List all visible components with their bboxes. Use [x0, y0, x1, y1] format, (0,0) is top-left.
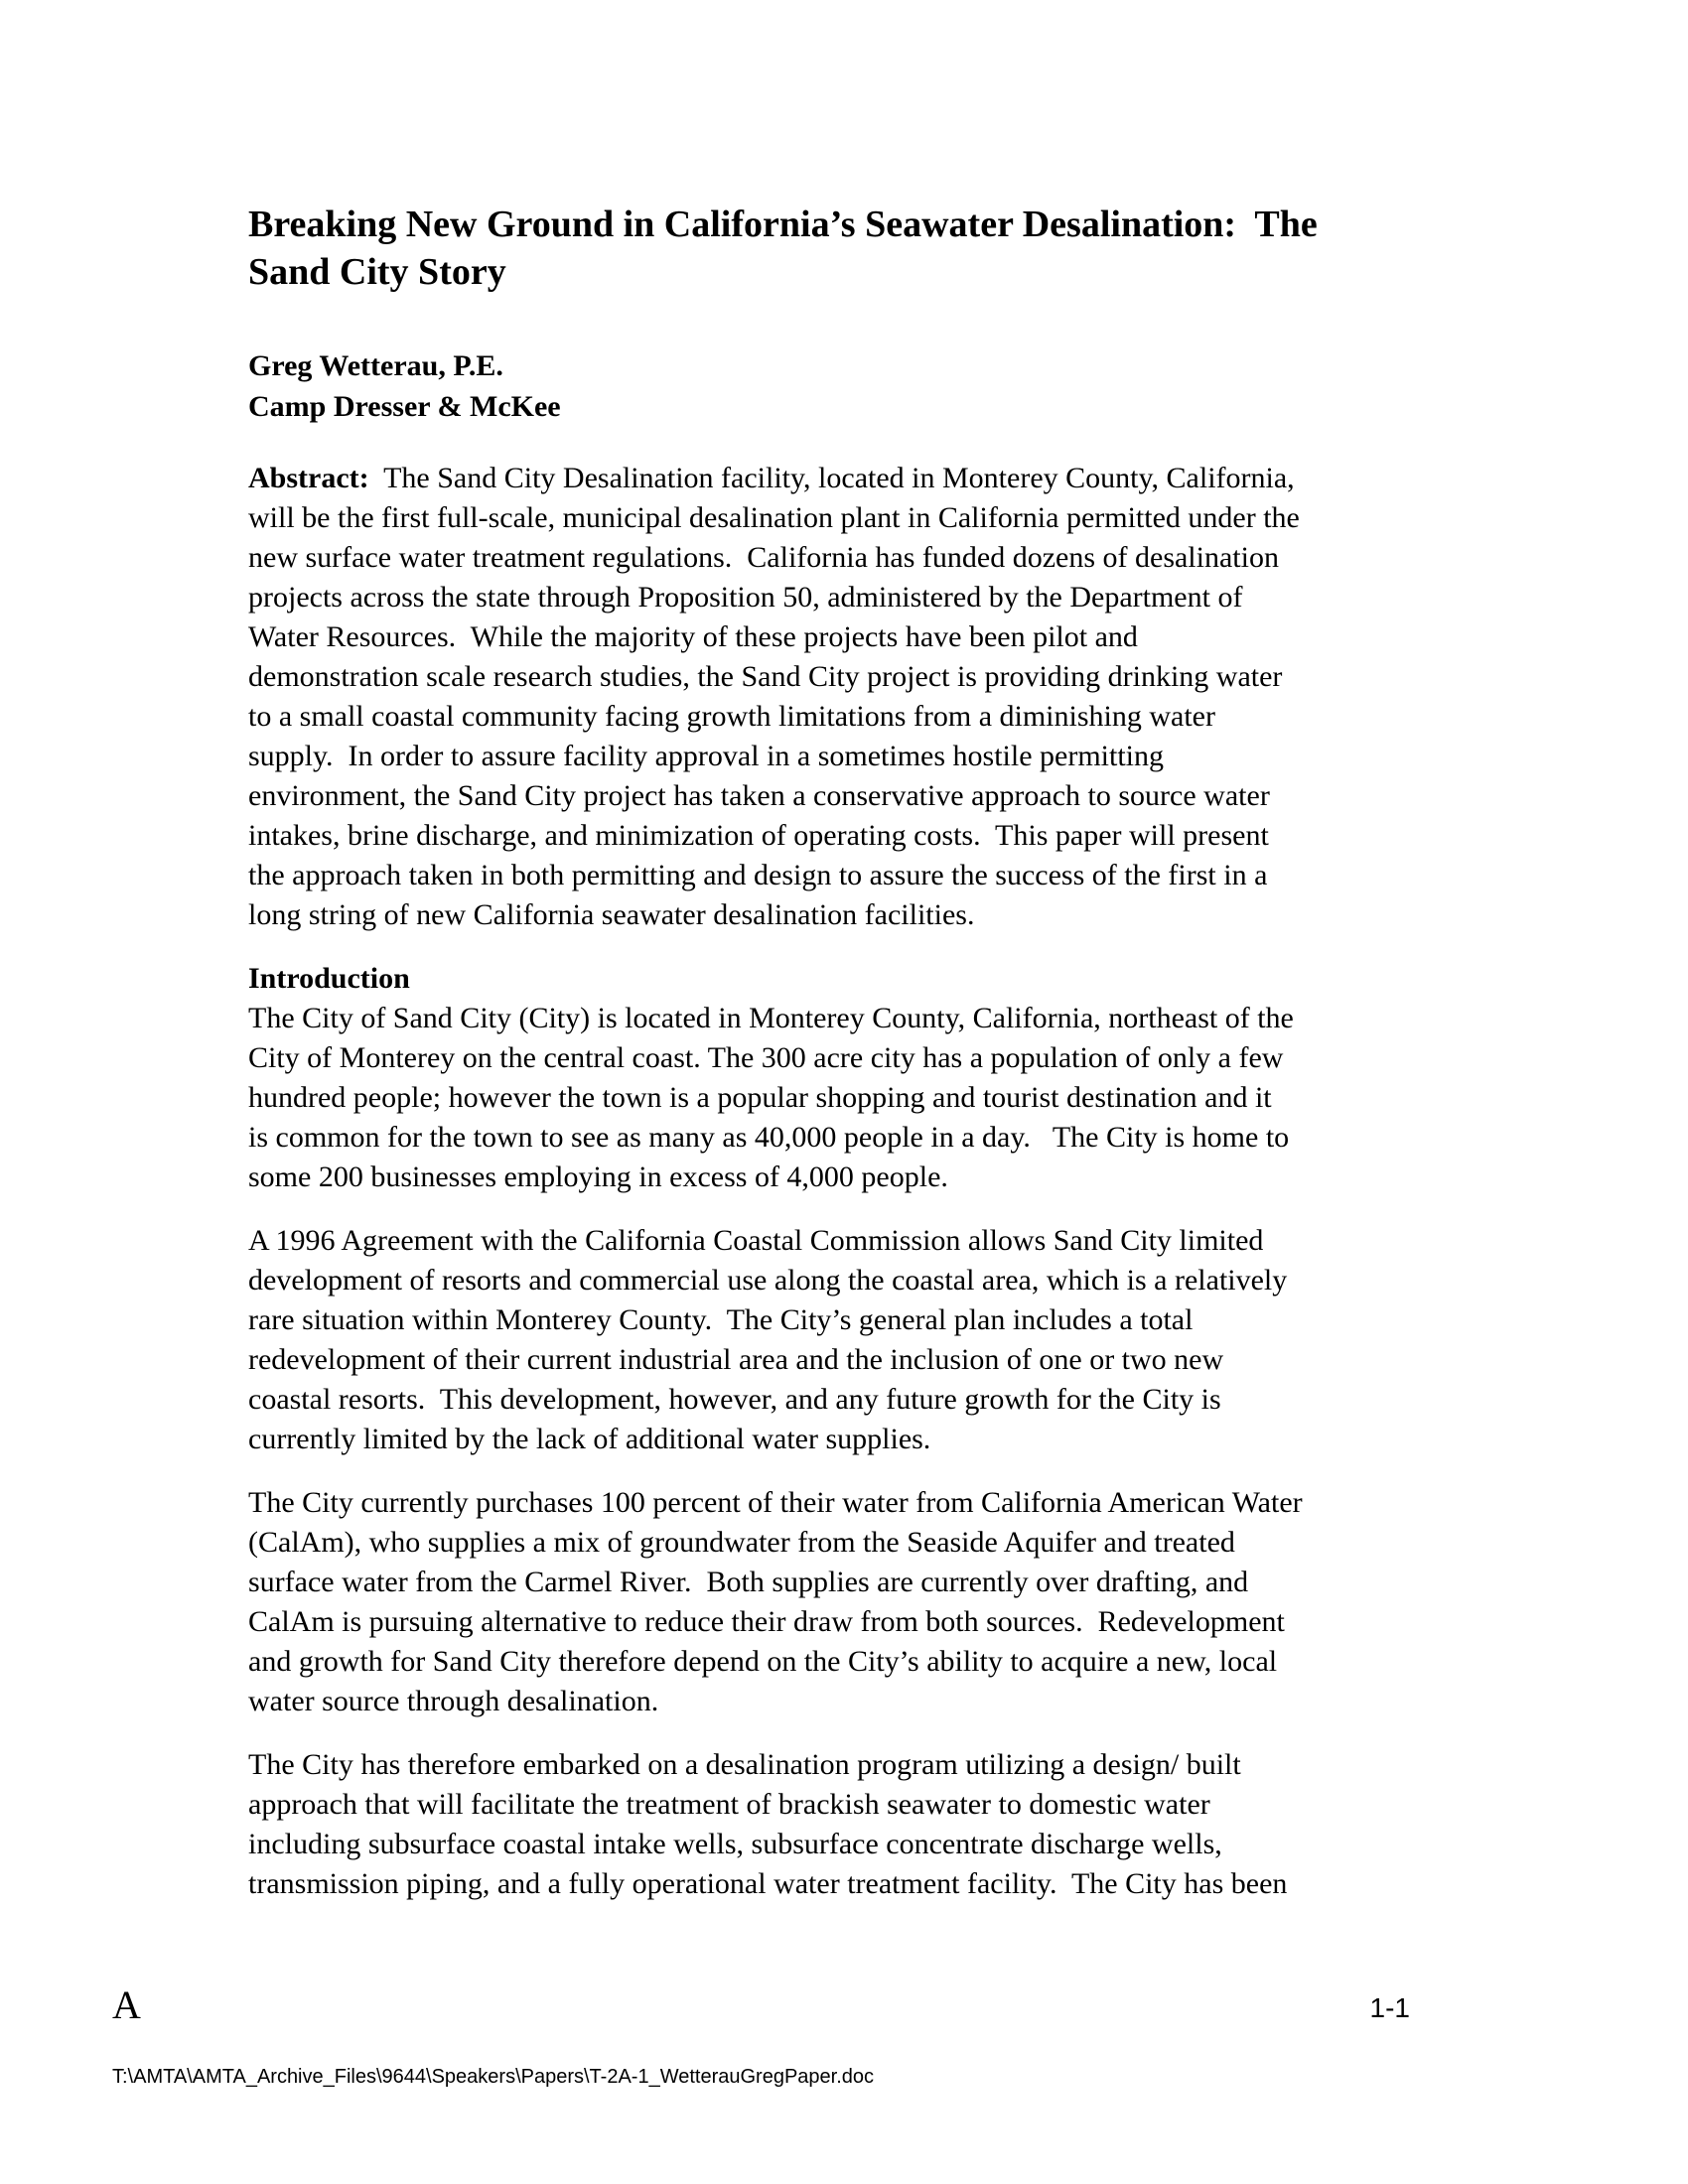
text-line: long string of new California seawater desalination facilities.	[248, 898, 975, 931]
page-title	[248, 201, 1440, 296]
text-line: new surface water treatment regulations. California has funded dozens of desalination	[248, 541, 1279, 574]
text-line: transmission piping, and a fully operational water treatment facility. The City has been	[248, 1867, 1288, 1900]
page-body	[248, 201, 1440, 1928]
abstract-line-1-rest: The Sand City Desalination facility, located in Monterey County, California,	[368, 462, 1295, 494]
text-line: to a small coastal community facing growth limitations from a diminishing water	[248, 700, 1215, 733]
text-line: currently limited by the lack of additional water supplies.	[248, 1423, 931, 1455]
text-line: surface water from the Carmel River. Both supplies are currently over drafting, and	[248, 1566, 1249, 1598]
text-line: some 200 businesses employing in excess of 4,000 people.	[248, 1160, 948, 1193]
text-line: Water Resources. While the majority of these projects have been pilot and	[248, 620, 1138, 653]
text-line: and growth for Sand City therefore depend on the City’s ability to acquire a new, local	[248, 1645, 1278, 1678]
text-line: will be the first full-scale, municipal desalination plant in California permitted under the	[248, 501, 1300, 534]
footer-section-mark: A	[112, 1982, 141, 2027]
text-line: (CalAm), who supplies a mix of groundwater from the Seaside Aquifer and treated	[248, 1526, 1235, 1559]
text-line: development of resorts and commercial use along the coastal area, which is a relatively	[248, 1264, 1288, 1297]
text-line: redevelopment of their current industrial area and the inclusion of one or two new	[248, 1343, 1224, 1376]
introduction-paragraph	[248, 999, 1440, 1197]
section-heading-introduction: Introduction	[248, 962, 410, 995]
author-name: Greg Wetterau, P.E.	[248, 349, 503, 382]
text-line: supply. In order to assure facility approval in a sometimes hostile permitting	[248, 740, 1165, 772]
text-line: is common for the town to see as many as 40,000 people in a day. The City is home to	[248, 1121, 1290, 1154]
page-title-line-1: Breaking New Ground in California’s Seawater Desalination: The	[248, 204, 1318, 245]
text-line: CalAm is pursuing alternative to reduce their draw from both sources. Redevelopment	[248, 1605, 1285, 1638]
text-line: approach that will facilitate the treatment of brackish seawater to domestic water	[248, 1788, 1210, 1821]
text-line: rare situation within Monterey County. The City’s general plan includes a total	[248, 1303, 1194, 1336]
text-line: the approach taken in both permitting and design to assure the success of the first in a	[248, 859, 1268, 891]
calam-paragraph	[248, 1483, 1440, 1721]
text-line: hundred people; however the town is a popular shopping and tourist destination and it	[248, 1081, 1272, 1114]
text-line: coastal resorts. This development, however, and any future growth for the City is	[248, 1383, 1221, 1416]
text-line	[248, 459, 1440, 498]
text-line: The City has therefore embarked on a desalination program utilizing a design/ built	[248, 1748, 1241, 1781]
text-line: The City of Sand City (City) is located in Monterey County, California, northeast of the	[248, 1002, 1294, 1034]
footer-file-path: T:\AMTA\AMTA_Archive_Files\9644\Speakers\Papers\T-2A-1_WetterauGregPaper.doc	[112, 2066, 875, 2088]
text-line: A 1996 Agreement with the California Coastal Commission allows Sand City limited	[248, 1224, 1264, 1257]
text-line: water source through desalination.	[248, 1685, 659, 1717]
text-line: projects across the state through Proposition 50, administered by the Department of	[248, 581, 1243, 614]
page-number: 1-1	[1369, 1992, 1410, 2023]
text-line: The City currently purchases 100 percent of their water from California American Water	[248, 1486, 1303, 1519]
author-block	[248, 345, 1440, 427]
program-paragraph	[248, 1745, 1440, 1904]
text-line: demonstration scale research studies, the Sand City project is providing drinking water	[248, 660, 1283, 693]
text-line: City of Monterey on the central coast. The 300 acre city has a population of only a few	[248, 1041, 1284, 1074]
text-line: intakes, brine discharge, and minimization of operating costs. This paper will present	[248, 819, 1269, 852]
abstract-paragraph	[248, 459, 1440, 935]
text-line: including subsurface coastal intake wells, subsurface concentrate discharge wells,	[248, 1828, 1222, 1860]
page-title-line-2: Sand City Story	[248, 251, 506, 293]
abstract-label: Abstract:	[248, 462, 369, 494]
author-affiliation: Camp Dresser & McKee	[248, 390, 561, 423]
text-line: environment, the Sand City project has taken a conservative approach to source water	[248, 779, 1270, 812]
agreement-paragraph	[248, 1221, 1440, 1459]
